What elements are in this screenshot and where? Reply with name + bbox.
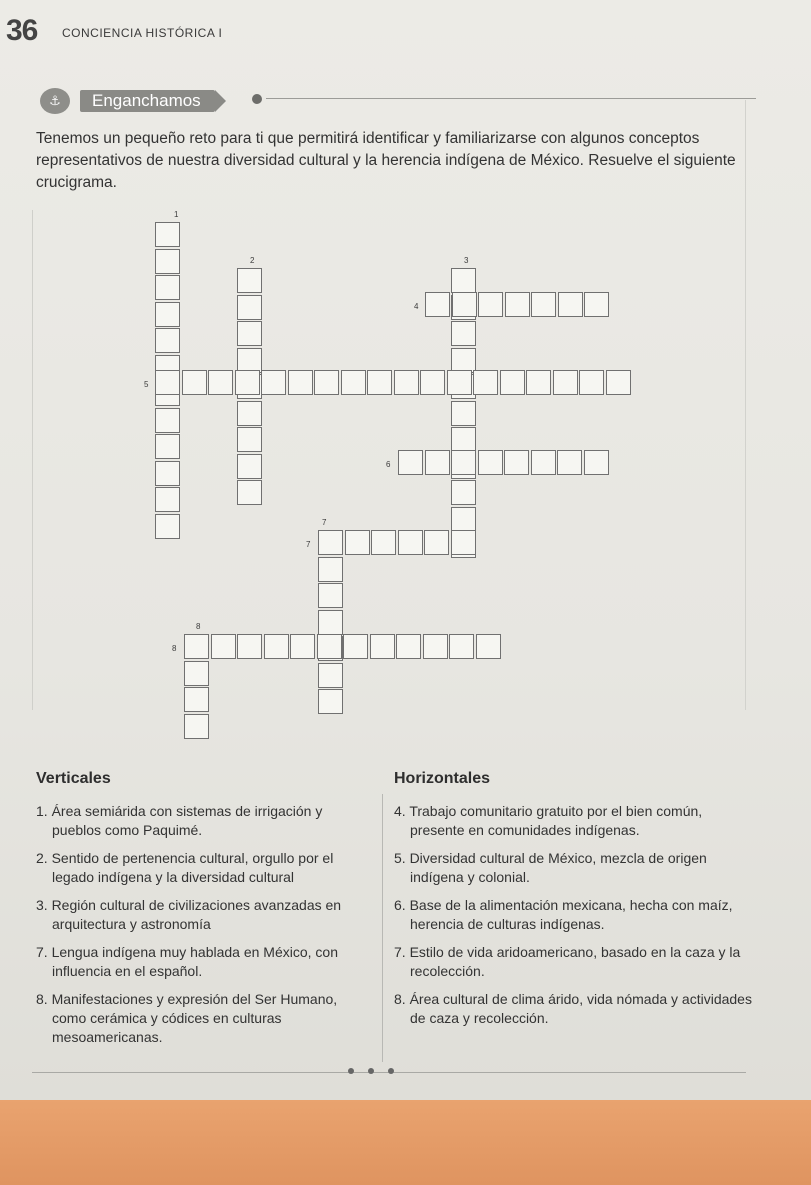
section-rule <box>266 98 756 99</box>
crossword-cell[interactable] <box>584 292 609 317</box>
section-title: Enganchamos <box>80 90 215 112</box>
vertical-clue: 8. Manifestaciones y expresión del Ser Humano, como cerámica y códices en culturas mesoamericanas. <box>36 991 338 1045</box>
crossword-cell[interactable] <box>451 401 476 426</box>
crossword-cell[interactable] <box>345 530 370 555</box>
crossword-cell[interactable] <box>451 450 476 475</box>
crossword-cell[interactable] <box>155 302 180 327</box>
horizontal-clue: 7. Estilo de vida aridoamericano, basado en la caza y la recolección. <box>394 944 741 979</box>
crossword-cell[interactable] <box>290 634 315 659</box>
frame-line-left <box>32 210 33 710</box>
crossword-cell[interactable] <box>184 661 209 686</box>
crossword-cell[interactable] <box>425 450 450 475</box>
vertical-clue: 1. Área semiárida con sistemas de irrigación y pueblos como Paquimé. <box>36 803 323 838</box>
crossword-cell[interactable] <box>553 370 578 395</box>
hook-icon: ⚓ <box>40 88 70 114</box>
crossword-number: 8 <box>172 644 177 653</box>
crossword-cell[interactable] <box>451 427 476 452</box>
crossword-cell[interactable] <box>237 480 262 505</box>
crossword-cell[interactable] <box>557 450 582 475</box>
crossword-cell[interactable] <box>155 275 180 300</box>
page-bottom-band <box>0 1100 811 1185</box>
crossword-cell[interactable] <box>237 427 262 452</box>
crossword-cell[interactable] <box>531 450 556 475</box>
crossword-cell[interactable] <box>317 634 342 659</box>
decorative-dots <box>338 1066 418 1078</box>
horizontal-clue: 6. Base de la alimentación mexicana, hecha con maíz, herencia de culturas indígenas. <box>394 897 733 932</box>
crossword-cell[interactable] <box>452 292 477 317</box>
crossword-cell[interactable] <box>184 714 209 739</box>
crossword-cell[interactable] <box>237 268 262 293</box>
crossword-cell[interactable] <box>211 634 236 659</box>
crossword-cell[interactable] <box>155 222 180 247</box>
crossword-number: 7 <box>306 540 311 549</box>
crossword-cell[interactable] <box>451 530 476 555</box>
crossword-cell[interactable] <box>504 450 529 475</box>
crossword-number: 4 <box>414 302 419 311</box>
crossword-number: 7 <box>322 518 327 527</box>
crossword-cell[interactable] <box>237 321 262 346</box>
horizontal-clues-heading: Horizontales <box>394 770 491 787</box>
vertical-clues-list <box>36 802 366 1056</box>
subject-title: CONCIENCIA HISTÓRICA I <box>62 26 223 40</box>
crossword-cell[interactable] <box>398 530 423 555</box>
crossword-cell[interactable] <box>155 487 180 512</box>
horizontal-clue: 8. Área cultural de clima árido, vida nómada y actividades de caza y recolección. <box>394 991 752 1026</box>
crossword-cell[interactable] <box>579 370 604 395</box>
crossword-cell[interactable] <box>451 321 476 346</box>
horizontal-clues-list <box>394 802 754 1037</box>
crossword-cell[interactable] <box>451 480 476 505</box>
crossword-cell[interactable] <box>318 689 343 714</box>
crossword-number: 3 <box>464 256 469 265</box>
frame-line-right <box>745 100 746 710</box>
crossword-cell[interactable] <box>478 450 503 475</box>
clues-divider <box>382 794 383 1062</box>
crossword-cell[interactable] <box>184 634 209 659</box>
crossword-cell[interactable] <box>318 663 343 688</box>
crossword-cell[interactable] <box>396 634 421 659</box>
crossword-cell[interactable] <box>318 557 343 582</box>
crossword-cell[interactable] <box>500 370 525 395</box>
crossword-number: 1 <box>174 210 179 219</box>
horizontal-clue: 4. Trabajo comunitario gratuito por el bien común, presente en comunidades indígenas. <box>394 803 703 838</box>
crossword-cell[interactable] <box>155 249 180 274</box>
crossword-cell[interactable] <box>367 370 392 395</box>
crossword-cell[interactable] <box>420 370 445 395</box>
crossword-cell[interactable] <box>208 370 233 395</box>
crossword-number: 6 <box>386 460 391 469</box>
crossword-number: 8 <box>196 622 201 631</box>
crossword-cell[interactable] <box>184 687 209 712</box>
crossword-cell[interactable] <box>261 370 286 395</box>
crossword-cell[interactable] <box>531 292 556 317</box>
crossword-cell[interactable] <box>371 530 396 555</box>
crossword-cell[interactable] <box>155 434 180 459</box>
crossword-cell[interactable] <box>237 634 262 659</box>
crossword-cell[interactable] <box>526 370 551 395</box>
vertical-clue: 2. Sentido de pertenencia cultural, orgullo por el legado indígena y la diversidad cultural <box>36 850 334 885</box>
crossword-cell[interactable] <box>237 401 262 426</box>
crossword-cell[interactable] <box>478 292 503 317</box>
crossword-cell[interactable] <box>237 454 262 479</box>
crossword-cell[interactable] <box>235 370 260 395</box>
crossword-cell[interactable] <box>288 370 313 395</box>
vertical-clues-heading: Verticales <box>36 770 111 787</box>
crossword-cell[interactable] <box>155 370 180 395</box>
section-heading <box>36 84 756 118</box>
crossword-cell[interactable] <box>423 634 448 659</box>
crossword-cell[interactable] <box>343 634 368 659</box>
crossword-number: 5 <box>144 380 149 389</box>
crossword-cell[interactable] <box>318 583 343 608</box>
section-dot <box>252 94 262 104</box>
crossword-cell[interactable] <box>314 370 339 395</box>
crossword-cell[interactable] <box>451 268 476 293</box>
crossword-cell[interactable] <box>155 408 180 433</box>
crossword-cell[interactable] <box>425 292 450 317</box>
crossword-cell[interactable] <box>449 634 474 659</box>
vertical-clue: 3. Región cultural de civilizaciones avanzadas en arquitectura y astronomía <box>36 897 342 932</box>
crossword-cell[interactable] <box>264 634 289 659</box>
crossword-cell[interactable] <box>473 370 498 395</box>
crossword-cell[interactable] <box>182 370 207 395</box>
crossword-cell[interactable] <box>155 461 180 486</box>
crossword-cell[interactable] <box>398 450 423 475</box>
crossword-cell[interactable] <box>451 507 476 532</box>
crossword-cell[interactable] <box>341 370 366 395</box>
crossword-cell[interactable] <box>370 634 395 659</box>
crossword-cell[interactable] <box>447 370 472 395</box>
horizontal-clue: 5. Diversidad cultural de México, mezcla de origen indígena y colonial. <box>394 850 707 885</box>
crossword-cell[interactable] <box>558 292 583 317</box>
crossword-cell[interactable] <box>155 514 180 539</box>
intro-paragraph: Tenemos un pequeño reto para ti que permitirá identificar y familiarizarse con algunos conceptos representativos de nuestra diversidad cultural y la herencia indígena de México. Resuelve el siguiente crucigrama. <box>36 130 736 191</box>
crossword-cell[interactable] <box>584 450 609 475</box>
crossword-cell[interactable] <box>505 292 530 317</box>
crossword-number: 2 <box>250 256 255 265</box>
crossword-cell[interactable] <box>155 328 180 353</box>
crossword-cell[interactable] <box>318 610 343 635</box>
page-number: 36 <box>6 14 38 47</box>
crossword-cell[interactable] <box>237 295 262 320</box>
vertical-clue: 7. Lengua indígena muy hablada en México, con influencia en el español. <box>36 944 338 979</box>
crossword-cell[interactable] <box>318 530 343 555</box>
crossword-cell[interactable] <box>394 370 419 395</box>
crossword-cell[interactable] <box>424 530 449 555</box>
crossword-cell[interactable] <box>476 634 501 659</box>
crossword-cell[interactable] <box>606 370 631 395</box>
